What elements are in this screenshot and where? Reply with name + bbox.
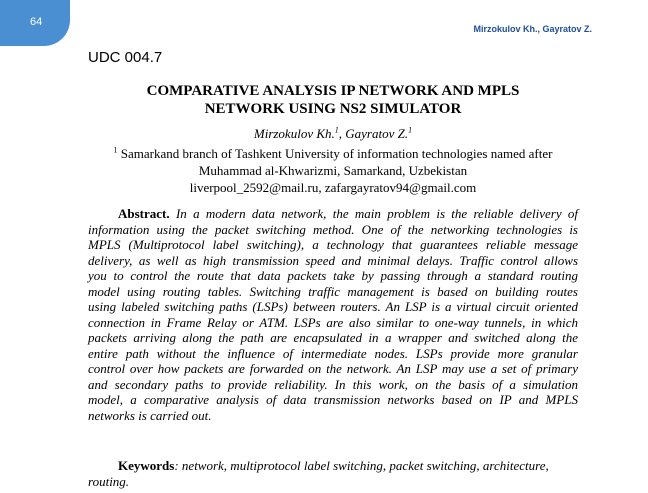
affiliation-line: Muhammad al-Khwarizmi, Samarkand, Uzbekistan [198,163,468,178]
keywords-line [88,458,578,474]
author-name: Mirzokulov Kh. [253,126,335,141]
abstract-line: entire path without the influence of intermediate nodes. LSPs provide more granular [88,345,578,361]
affiliation [88,145,578,196]
page-number: 64 [30,16,43,28]
abstract-line: control over how packets are forwarded on the network. An LSP may use a set of primary [88,361,578,376]
abstract-line: model using routing tables. Switching traffic management is based on building routes [88,283,578,299]
affiliation-line [88,145,578,162]
affiliation-sup: 1 [113,145,118,155]
paper-title [88,82,578,118]
abstract-text: In a modern data network, the main problem is the reliable delivery of [169,206,578,221]
author-name: , Gayratov Z. [338,126,409,141]
author-emails: liverpool_2592@mail.ru, zafargayratov94@gmail.com [189,180,477,195]
abstract-line: information using the packet switching method. One of the networking technologies is [88,221,578,237]
abstract-line: and secondary paths to provide reliability. In this work, on the basis of a simulation [88,376,578,392]
authors [88,126,578,142]
udc-code: UDC 004.7 [88,49,163,66]
running-head: Mirzokulov Kh., Gayratov Z. [473,24,592,34]
abstract-line: using labeled switching paths (LSPs) between routers. An LSP is a virtual circuit oriented [88,299,578,314]
abstract-line: networks is carried out. [88,407,212,423]
abstract-line: MPLS (Multiprotocol label switching), a technology that guarantees reliable message [88,237,578,252]
abstract-line [88,206,578,222]
abstract-line: connection in Frame Relay or ATM. LSPs are also similar to one-way tunnels, in which [88,314,578,330]
keywords-label: Keywords [118,458,175,473]
abstract [88,206,578,423]
abstract-line: you to control the route that data packets take by passing through a standard routing [88,268,578,283]
author-sup: 1 [408,125,413,135]
abstract-line: model, a comparative analysis of data transmission networks based on IP and MPLS [88,392,578,407]
title-line: COMPARATIVE ANALYSIS IP NETWORK AND MPLS [146,83,520,99]
abstract-line: delivery, as well as high transmission speed and minimal delays. Traffic control allows [88,252,578,268]
keywords-text: : network, multiprotocol label switching, packet switching, architecture, [174,458,549,473]
keywords [88,458,578,489]
author-sup: 1 [334,125,339,135]
title-line: NETWORK USING NS2 SIMULATOR [204,101,462,117]
abstract-line: packets arriving along the path are encapsulated in a wrapper and switched along the [88,330,578,345]
keywords-line: routing. [88,473,130,489]
abstract-label: Abstract. [118,206,170,221]
affiliation-text: Samarkand branch of Tashkent University of information technologies named after [117,146,553,161]
